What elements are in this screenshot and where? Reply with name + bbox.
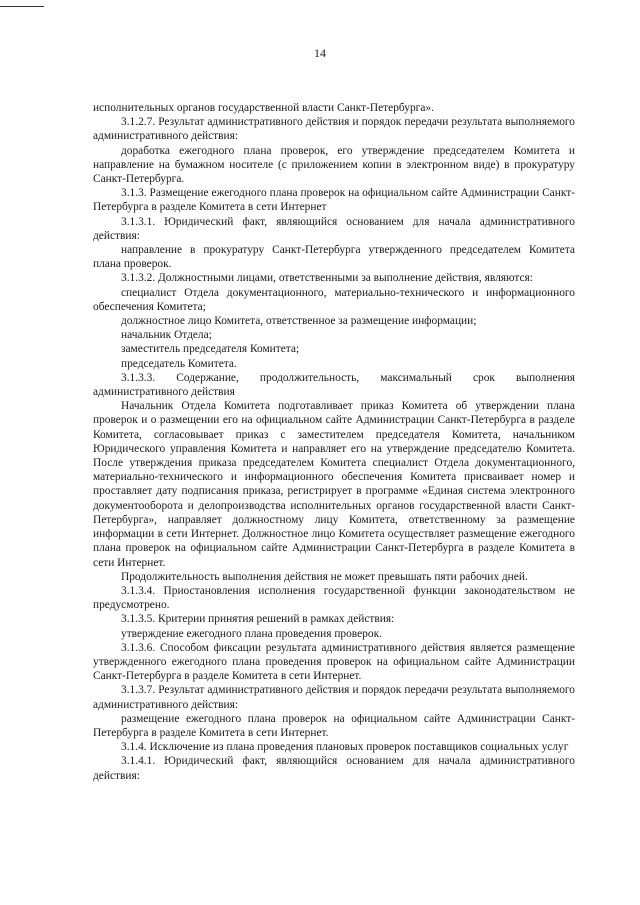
- paragraph: доработка ежегодного плана проверок, его утверждение председателем Комитета и направление на бумажном носителе (с приложением копии в электронном виде) в прокуратуру Санкт-Петербурга.: [93, 144, 575, 186]
- list-item: заместитель председателя Комитета;: [121, 343, 300, 356]
- paragraph: направление в прокуратуру Санкт-Петербурга утвержденного председателем Комитета плана проверок.: [93, 244, 575, 271]
- paragraph: исполнительных органов государственной власти Санкт-Петербурга».: [93, 102, 434, 114]
- paragraph: 3.1.3.7. Результат административного действия и порядок передачи результата выполняемого административного действия:: [93, 684, 575, 711]
- list-item: председатель Комитета.: [121, 357, 237, 370]
- section-heading: 3.1.4. Исключение из плана проведения плановых проверок поставщиков социальных услуг: [121, 741, 569, 754]
- paragraph: 3.1.3.1. Юридический факт, являющийся основанием для начала административного действия:: [93, 215, 575, 242]
- list-item: начальник Отдела;: [121, 329, 212, 342]
- paragraph: утверждение ежегодного плана проведения проверок.: [121, 627, 382, 640]
- paragraph: 3.1.3.4. Приостановления исполнения государственной функции законодательством не предусмотрено.: [93, 584, 575, 612]
- scan-corner-mark: [0, 6, 44, 7]
- page-number: 14: [314, 46, 326, 60]
- paragraph: 3.1.4.1. Юридический факт, являющийся основанием для начала административного действия:: [93, 755, 575, 782]
- section-heading: 3.1.3. Размещение ежегодного плана проверок на официальном сайте Администрации Санкт-Петербурга в разделе Комитета в сети Интернет: [93, 187, 575, 214]
- paragraph: размещение ежегодного плана проверок на официальном сайте Администрации Санкт-Петербурга в разделе Комитета в сети Интернет.: [93, 712, 575, 739]
- paragraph: Продолжительность выполнения действия не может превышать пяти рабочих дней.: [121, 570, 528, 583]
- paragraph: 3.1.3.3. Содержание, продолжительность, максимальный срок выполнения административного действия: [93, 371, 575, 399]
- paragraph: 3.1.3.5. Критерии принятия решений в рамках действия:: [121, 613, 395, 626]
- list-item: должностное лицо Комитета, ответственное за размещение информации;: [121, 315, 477, 328]
- paragraph: 3.1.3.2. Должностными лицами, ответственными за выполнение действия, являются:: [121, 272, 533, 285]
- document-body: [93, 101, 575, 783]
- paragraph: 3.1.2.7. Результат административного действия и порядок передачи результата выполняемого административного действия:: [93, 116, 575, 143]
- list-item: специалист Отдела документационного, материально-технического и информационного обеспечения Комитета;: [93, 286, 575, 313]
- paragraph: Начальник Отдела Комитета подготавливает приказ Комитета об утверждении плана проверок и о размещении его на официальном сайте Администрации Санкт-Петербурга в разделе Комитета, согласовывает приказ с заместителем председателя Комитета, начальником Юридического управления Комитета и направляет его на утверждение председателю Комитета. После утверждения приказа председателем Комитета специалист Отдела документационного, материально-технического и информационного обеспечения Комитета присваивает номер и проставляет дату подписания приказа, регистрирует в программе «Единая система электронного документооборота и делопроизводства исполнительных органов государственной власти Санкт-Петербурга», направляет должностному лицу Комитета, ответственному за размещение информации в сети Интернет. Должностное лицо Комитета осуществляет размещение ежегодного плана проверок на официальном сайте Администрации Санкт-Петербурга в разделе Комитета в сети Интернет.: [93, 400, 575, 569]
- paragraph: 3.1.3.6. Способом фиксации результата административного действия является размещение утвержденного ежегодного плана проведения проверок на официальном сайте Администрации Санкт-Петербурга в разделе Комитета в сети Интернет.: [93, 641, 575, 683]
